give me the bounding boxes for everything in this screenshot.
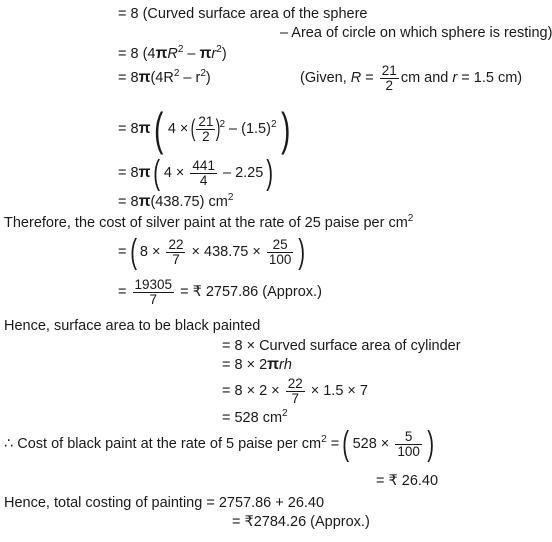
line-11: Hence, surface area to be black painted [4,318,261,334]
line-12: = 8 × Curved surface area of cylinder [222,338,461,354]
line-13: = 8 × 2πrh [222,356,292,373]
line-15: = 528 $cm^2$ [222,408,288,426]
line-10: = $\frac{19305}{7}$ = ₹ 2757.86 (Approx.) [118,276,322,307]
fraction-21-2: $\frac{21}{2}$ [381,62,397,93]
line-8: Therefore, the cost of silver paint at the rate of 25 paise per $cm^2$ [4,213,414,231]
line-17: = ₹ 26.40 [376,473,439,489]
line-1: = 8 (Curved surface area of the sphere [118,6,368,22]
line-9: = ( 8 × $\frac{22}{7}$ × 438.75 × $\frac{25}{100}$ ) [118,233,306,272]
line-14: = 8 × 2 × $\frac{22}{7}$ × 1.5 × 7 [222,375,368,406]
line-5: = 8π ( 4 × ( $\frac{21}{2}$ )$^2 - (1.5)^2$ ) [118,103,290,156]
given-note: (Given, R = $\frac{21}{2}$ cm and r = 1.5 cm) [300,62,523,93]
line-16: ∴ Cost of black paint at the rate of 5 paise per $cm^2$ = ( 528 × $\frac{5}{100}$ ) [4,425,434,464]
line-3: = 8 $(4\pi R^2 - \pi r^2)$ [118,44,227,62]
line-2: – Area of circle on which sphere is resting) [280,25,552,41]
line-18: Hence, total costing of painting = 2757.86 + 26.40 [4,495,325,511]
line-7: = 8π(438.75) $cm^2$ [118,192,234,210]
line-19: = ₹2784.26 (Approx.) [232,514,370,530]
line-6: = 8π ( 4 × $\frac{441}{4}$ – 2.25 ) [118,154,274,193]
line-4: = $8\pi(4R^2 - r^2)$ [118,68,211,86]
